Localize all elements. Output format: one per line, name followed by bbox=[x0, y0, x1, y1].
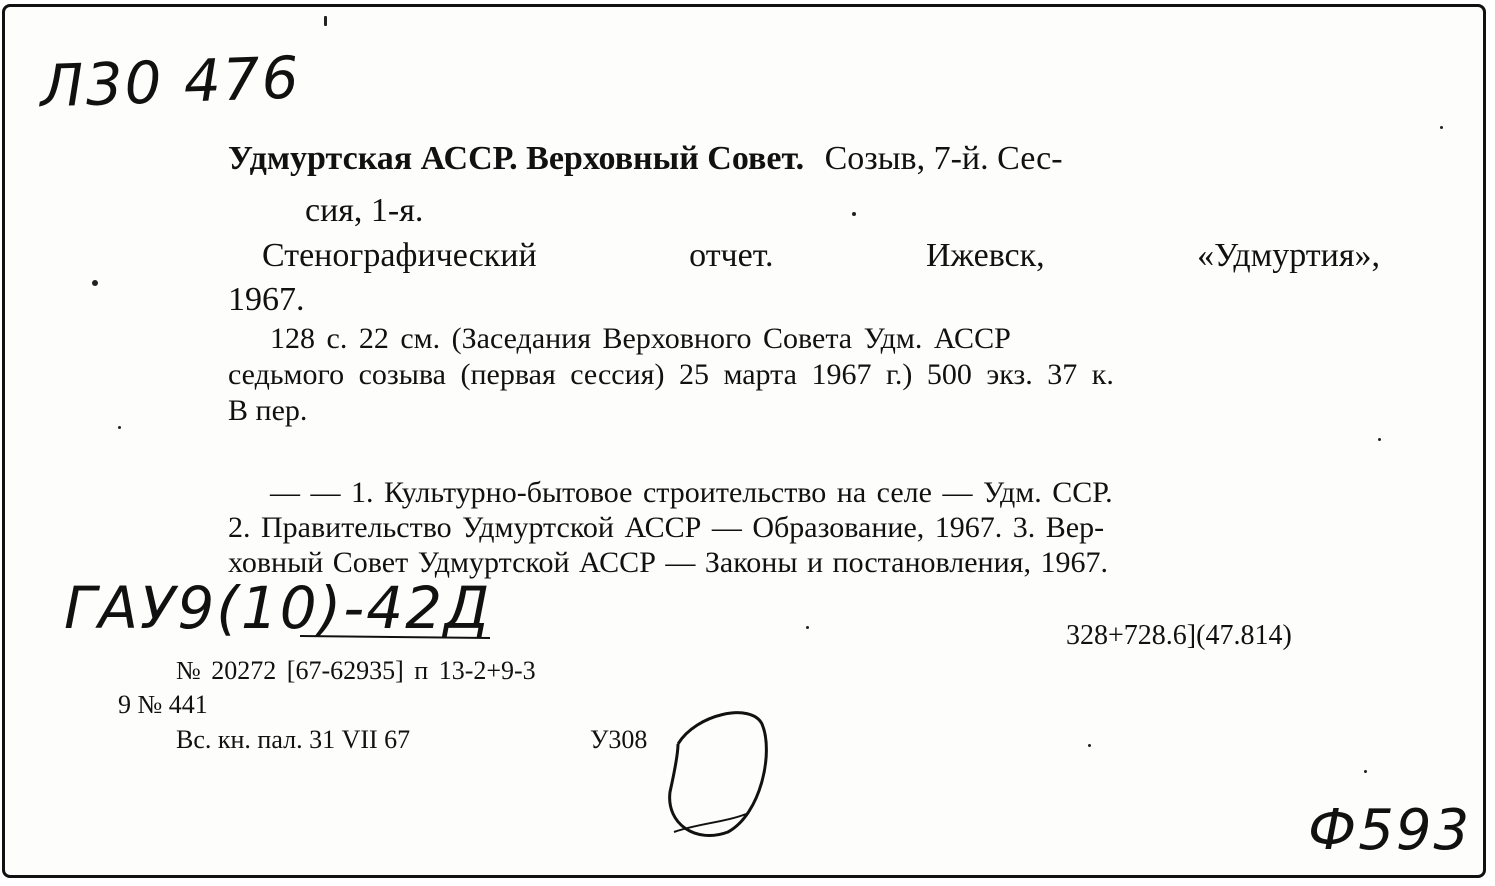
entry-title-year: 1967. bbox=[228, 281, 305, 318]
scan-speck bbox=[1440, 126, 1443, 129]
entry-heading bbox=[228, 140, 1063, 178]
scan-speck bbox=[92, 280, 98, 286]
scan-speck bbox=[852, 212, 856, 216]
handwritten-shelf-code: ГАУ9(10)-42Д bbox=[64, 574, 492, 642]
physical-description-line: седьмого созыва (первая сессия) 25 марта 1967 г.) 500 экз. 37 к. bbox=[228, 358, 1114, 391]
entry-title bbox=[262, 237, 1380, 275]
scan-speck bbox=[1364, 770, 1367, 773]
physical-description-line: 128 с. 22 см. (Заседания Верховного Совета Удм. АССР bbox=[270, 322, 1011, 355]
classification-index: 328+728.6](47.814) bbox=[1066, 620, 1292, 651]
entry-title-word: отчет. bbox=[689, 237, 774, 274]
scan-speck bbox=[1378, 438, 1381, 441]
handwritten-call-number: Л30 476 bbox=[38, 43, 302, 121]
entry-title-word: «Удмуртия», bbox=[1197, 237, 1380, 274]
imprint-number-line: № 20272 [67-62935] п 13-2+9-3 bbox=[176, 656, 536, 685]
scan-speck bbox=[118, 426, 121, 429]
entry-title-word: Ижевск, bbox=[926, 237, 1045, 274]
entry-heading-continuation: сия, 1-я. bbox=[305, 192, 424, 229]
entry-title-word: Стенографический bbox=[262, 237, 537, 274]
handwritten-inventory-code: Ф593 bbox=[1308, 798, 1472, 863]
entry-heading-author: Удмуртская АССР. Верховный Совет. bbox=[228, 140, 805, 177]
subject-tracing-line: 2. Правительство Удмуртской АССР — Образование, 1967. 3. Вер- bbox=[228, 511, 1105, 544]
imprint-code: У308 bbox=[590, 725, 648, 754]
subject-tracing-line: ховный Совет Удмуртской АССР — Законы и постановления, 1967. bbox=[228, 546, 1108, 579]
physical-description-line: В пер. bbox=[228, 394, 308, 427]
scan-speck bbox=[1088, 744, 1091, 747]
handwritten-underline bbox=[300, 628, 500, 648]
imprint-chamber-date: Вс. кн. пал. 31 VII 67 bbox=[176, 725, 411, 754]
imprint-copy-number: 9 № 441 bbox=[118, 690, 208, 719]
handwritten-circle-mark bbox=[656, 704, 796, 844]
entry-heading-session: Созыв, 7-й. Сес- bbox=[824, 140, 1063, 177]
scan-speck bbox=[806, 626, 809, 629]
scan-speck bbox=[324, 16, 327, 26]
subject-tracing-line: — — 1. Культурно-бытовое строительство на селе — Удм. ССР. bbox=[270, 476, 1113, 509]
